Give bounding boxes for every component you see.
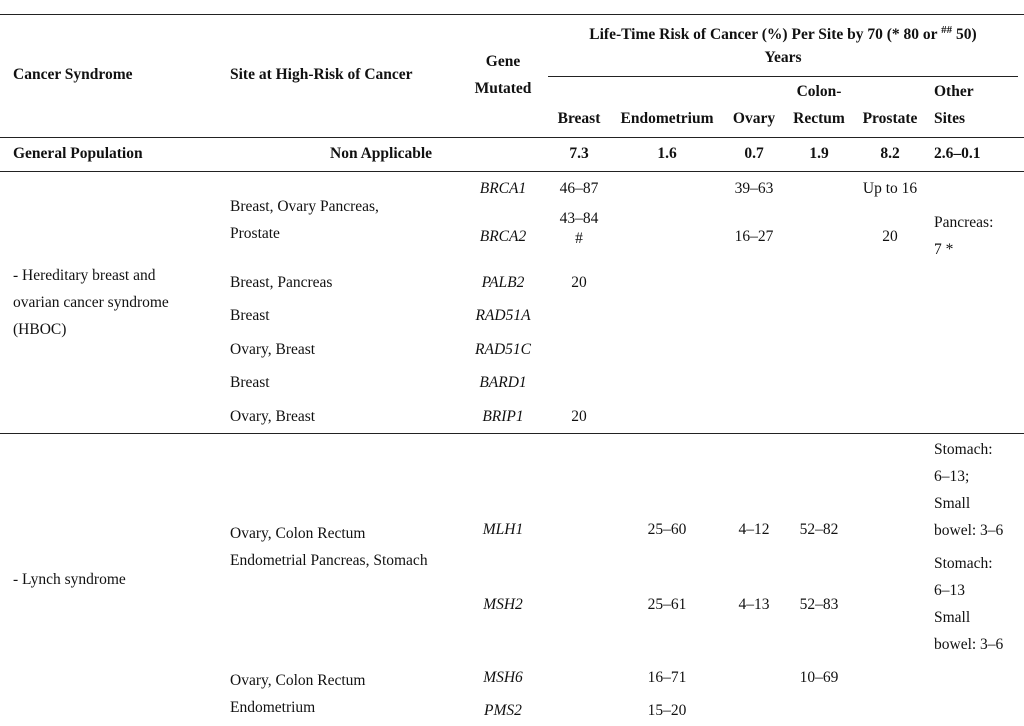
msh2-other-line3: Small <box>934 609 971 626</box>
mlh1-ovary: 4–12 <box>738 521 770 538</box>
header-mutated: Mutated <box>474 80 532 97</box>
hboc-syndrome-line1: - Hereditary breast and <box>13 267 156 284</box>
msh2-endometrium: 25–61 <box>647 596 687 613</box>
brca2-other-line1: Pancreas: <box>934 214 994 231</box>
gene-brip1: BRIP1 <box>482 408 524 425</box>
hboc-bottom-rule <box>0 433 1024 434</box>
gene-msh2: MSH2 <box>483 596 523 613</box>
header-bottom-rule <box>0 137 1024 138</box>
msh2-other-line2: 6–13 <box>934 582 965 599</box>
pms2-endometrium: 15–20 <box>647 702 687 719</box>
general-prostate: 8.2 <box>880 145 900 162</box>
mlh1-colon: 52–82 <box>799 521 839 538</box>
gene-bard1: BARD1 <box>479 374 527 391</box>
lynch-site-b-line1: Ovary, Colon Rectum <box>230 672 366 689</box>
gene-rad51c: RAD51C <box>475 341 531 358</box>
header-lifetime-risk-sup: ## <box>941 24 953 36</box>
header-colon: Colon- <box>796 83 842 100</box>
lynch-site-a-line2: Endometrial Pancreas, Stomach <box>230 552 428 569</box>
brip1-site: Ovary, Breast <box>230 408 316 425</box>
palb2-breast: 20 <box>571 274 587 291</box>
hboc-brca-site-line2: Prostate <box>230 225 280 242</box>
gene-palb2: PALB2 <box>481 274 525 291</box>
brip1-breast: 20 <box>571 408 587 425</box>
header-endometrium: Endometrium <box>620 110 714 127</box>
palb2-site: Breast, Pancreas <box>230 274 333 291</box>
header-ovary: Ovary <box>732 110 776 127</box>
gene-brca1: BRCA1 <box>479 180 527 197</box>
rad51a-site: Breast <box>230 307 270 324</box>
brca1-breast: 46–87 <box>559 180 599 197</box>
header-sites: Sites <box>934 110 965 127</box>
header-lifetime-risk-text: Life-Time Risk of Cancer (%) Per Site by 70 (* 80 or <box>589 26 942 44</box>
bard1-site: Breast <box>230 374 270 391</box>
header-site-high-risk: Site at High-Risk of Cancer <box>230 66 413 83</box>
header-rectum: Rectum <box>793 110 845 127</box>
header-breast: Breast <box>557 110 601 127</box>
header-prostate: Prostate <box>862 110 918 127</box>
hboc-brca-site-line1: Breast, Ovary Pancreas, <box>230 198 379 215</box>
gene-brca2: BRCA2 <box>479 228 527 245</box>
brca2-prostate: 20 <box>882 228 898 245</box>
general-site: Non Applicable <box>330 145 433 162</box>
msh2-colon: 52–83 <box>799 596 839 613</box>
brca1-prostate: Up to 16 <box>862 180 918 197</box>
header-gene: Gene <box>485 53 521 70</box>
rad51c-site: Ovary, Breast <box>230 341 316 358</box>
general-breast: 7.3 <box>569 145 589 162</box>
msh2-ovary: 4–13 <box>738 596 770 613</box>
mlh1-other-line1: Stomach: <box>934 441 993 458</box>
brca2-breast-line1: 43–84 <box>559 210 599 227</box>
general-other: 2.6–0.1 <box>934 145 981 162</box>
lynch-syndrome: - Lynch syndrome <box>13 571 126 588</box>
header-years: Years <box>764 49 802 66</box>
msh6-colon: 10–69 <box>799 669 839 686</box>
gene-pms2: PMS2 <box>484 702 522 719</box>
mlh1-endometrium: 25–60 <box>647 521 687 538</box>
brca1-ovary: 39–63 <box>734 180 774 197</box>
hboc-syndrome-line2: ovarian cancer syndrome <box>13 294 169 311</box>
hboc-syndrome-line3: (HBOC) <box>13 321 67 338</box>
header-other: Other <box>934 83 974 100</box>
gene-rad51a: RAD51A <box>475 307 531 324</box>
lynch-site-b-line2: Endometrium <box>230 699 316 716</box>
mlh1-other-line2: 6–13; <box>934 468 970 485</box>
msh6-endometrium: 16–71 <box>647 669 687 686</box>
general-population-label: General Population <box>13 145 143 162</box>
mlh1-other-line4: bowel: 3–6 <box>934 522 1004 539</box>
brca2-other-line2: 7 * <box>934 241 954 258</box>
gene-msh6: MSH6 <box>483 669 523 686</box>
brca2-ovary: 16–27 <box>734 228 774 245</box>
header-lifetime-risk-end: 50) <box>952 26 977 44</box>
general-endometrium: 1.6 <box>657 145 677 162</box>
header-cancer-syndrome: Cancer Syndrome <box>13 66 133 83</box>
lynch-site-a-line1: Ovary, Colon Rectum <box>230 525 366 542</box>
top-rule <box>0 14 1024 15</box>
msh2-other-line1: Stomach: <box>934 555 993 572</box>
general-ovary: 0.7 <box>744 145 764 162</box>
msh2-other-line4: bowel: 3–6 <box>934 636 1004 653</box>
brca2-breast-line2: # <box>575 230 583 247</box>
gene-mlh1: MLH1 <box>482 521 524 538</box>
general-bottom-rule <box>0 171 1024 172</box>
mlh1-other-line3: Small <box>934 495 971 512</box>
lifetime-risk-rule <box>548 76 1018 77</box>
general-colon: 1.9 <box>809 145 829 162</box>
